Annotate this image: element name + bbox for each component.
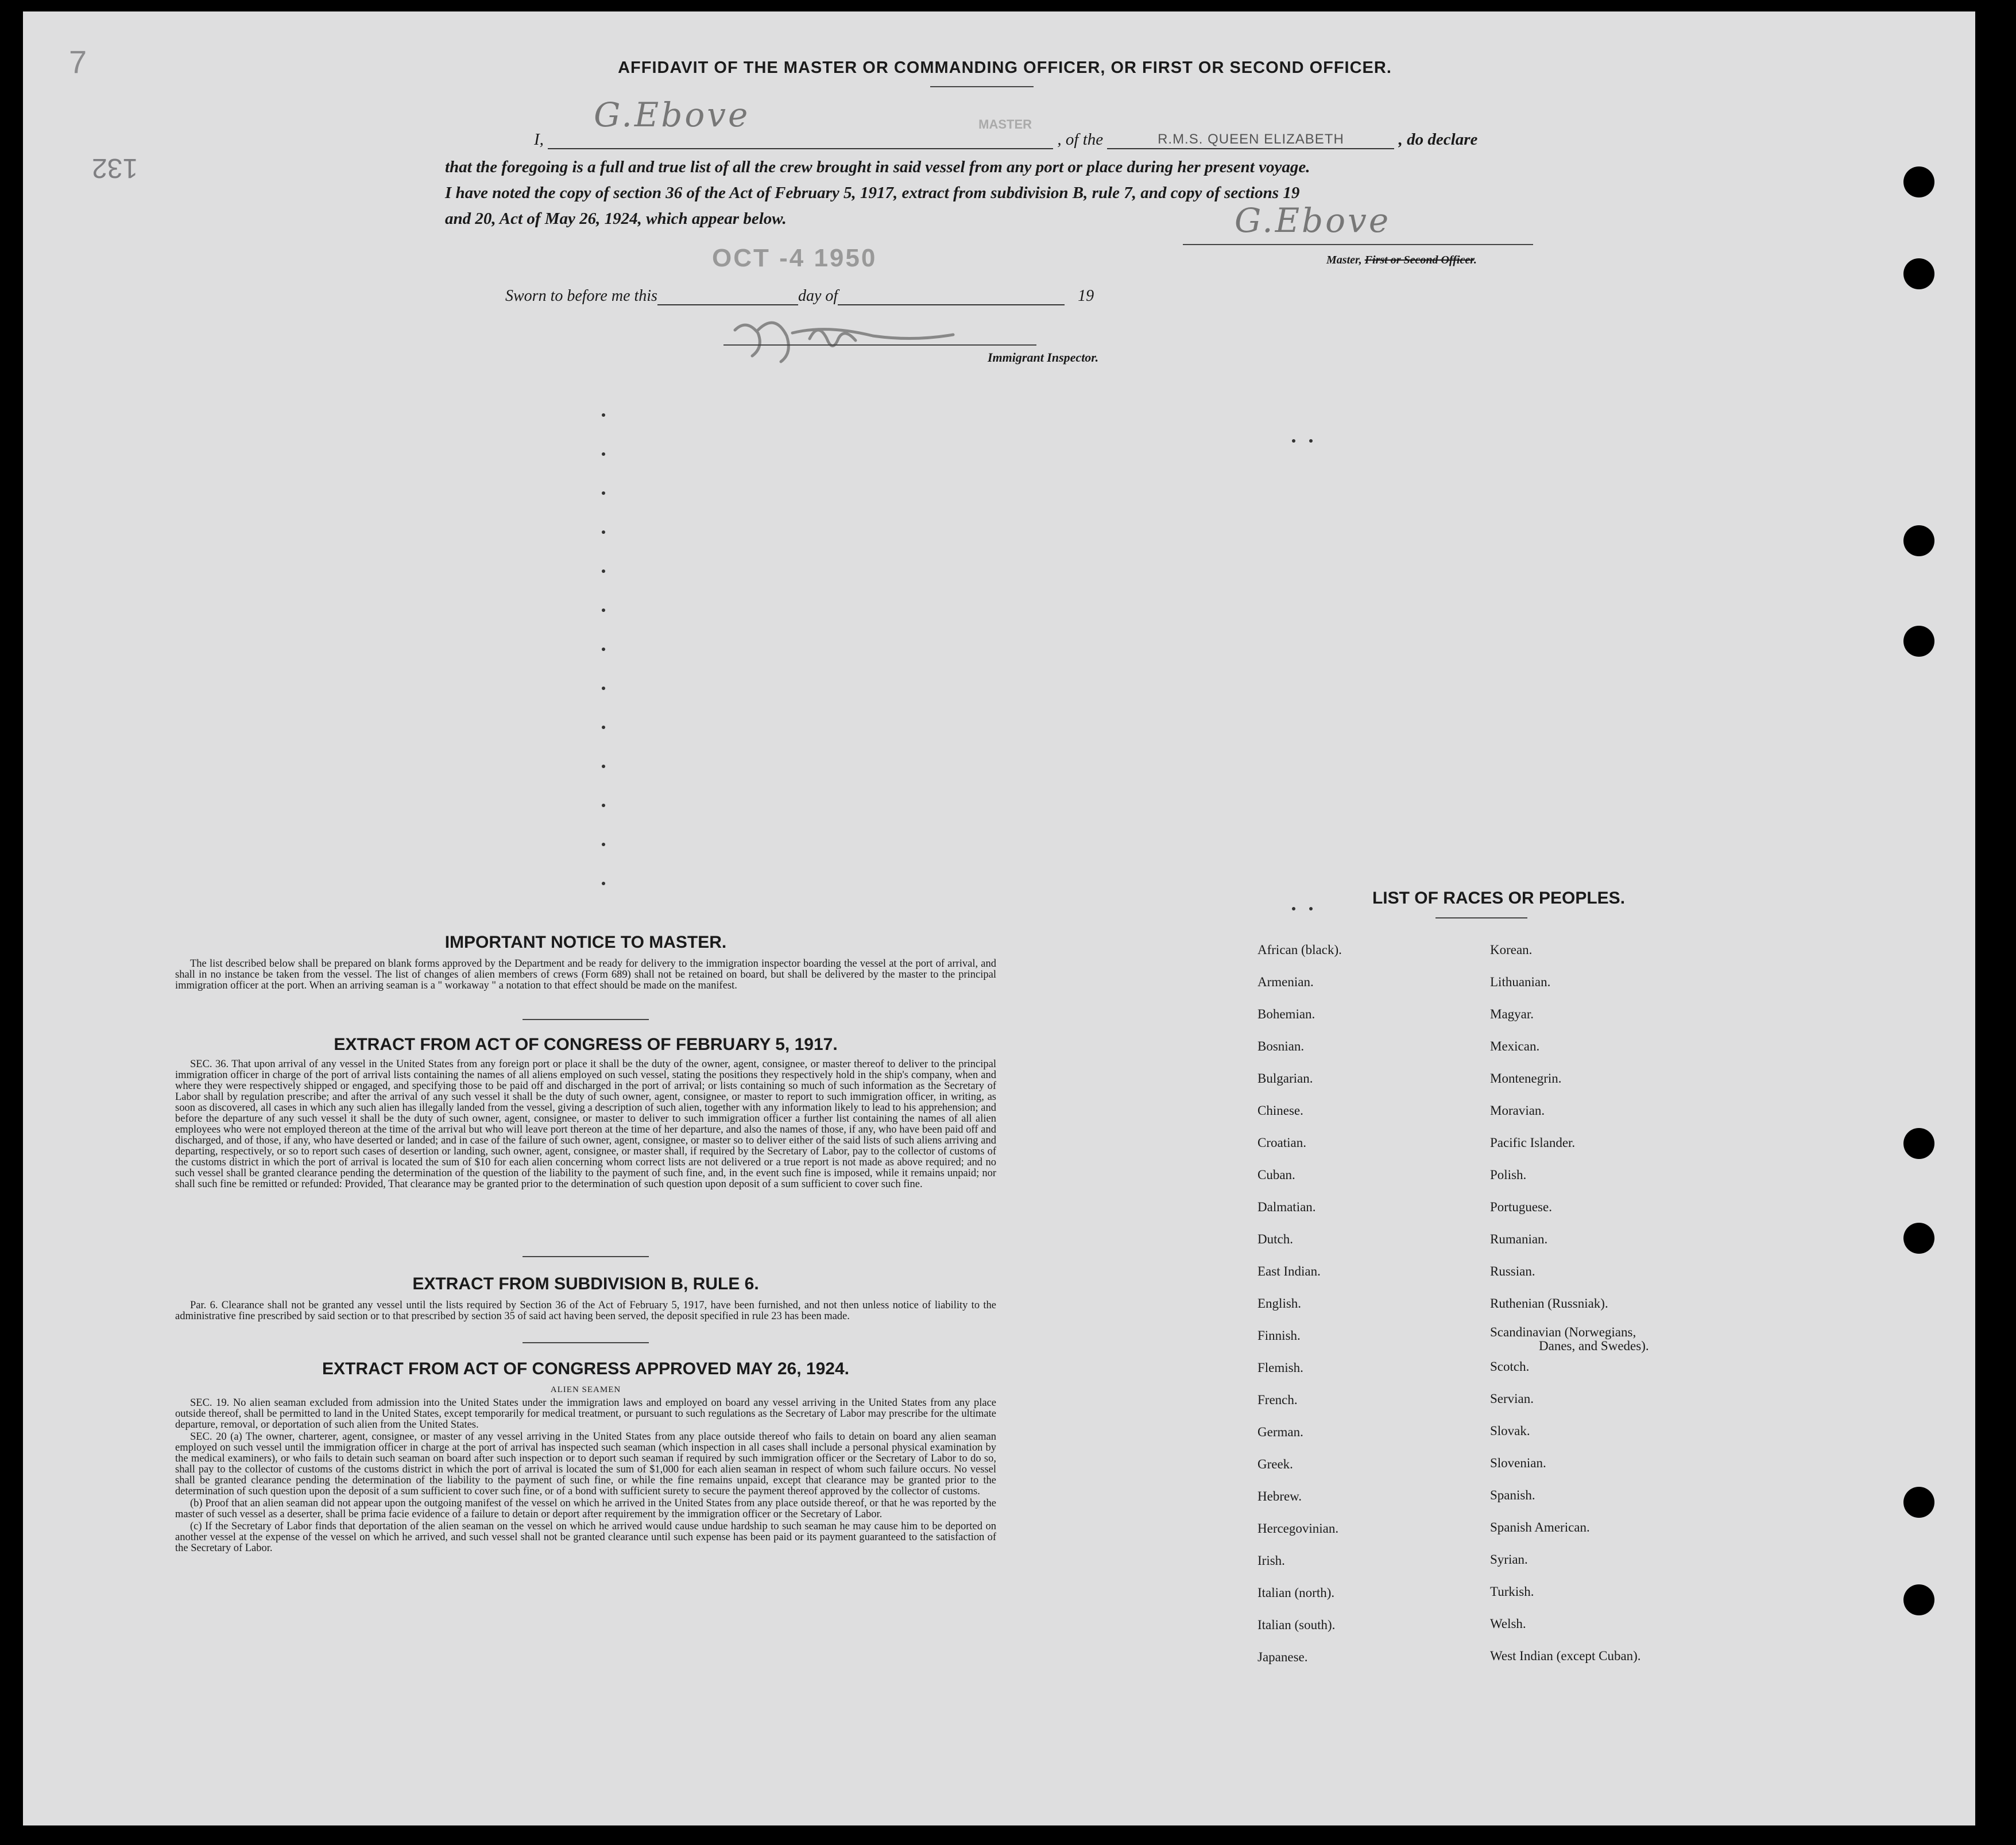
race-item: Slovenian. (1490, 1456, 1546, 1470)
master-name-handwriting: G.Ebove (594, 95, 750, 134)
vessel-name-field (1107, 129, 1394, 149)
sec-20b-paragraph: (b) Proof that an alien seaman did not appear upon the outgoing manifest of the vessel on which he arrived in the United States from any place outside thereof, or that he was reported by the master of such vessel as a deserter, shall be prima facie evidence of a failure to detain or deport after requirement by the immigration officer or the Secretary of Labor. (175, 1498, 996, 1520)
alien-seamen-subheading: ALIEN SEAMEN (550, 1385, 621, 1394)
punch-hole (1903, 626, 1934, 657)
punch-hole (1903, 166, 1934, 197)
heading-rule (930, 86, 1034, 87)
extract-1924-body (175, 1398, 996, 1555)
race-item: Montenegrin. (1490, 1071, 1562, 1086)
affidavit-line-2: that the foregoing is a full and true list of all the crew brought in said vessel from any port or place during her present voyage. (445, 158, 1310, 176)
race-item: East Indian. (1257, 1264, 1321, 1278)
punch-hole (1903, 1584, 1934, 1615)
master-signature: G.Ebove (1235, 201, 1391, 240)
sworn-label: Sworn to before me this (505, 287, 657, 305)
race-item: German. (1257, 1425, 1303, 1439)
race-item: Portuguese. (1490, 1200, 1552, 1214)
notice-paragraph: The list described below shall be prepared on blank forms approved by the Department and be ready for delivery to the immigration inspector boarding the vessel at the port of arrival, and shall in no instance be taken from the vessel. The list of changes of alien members of crews (Form 689) shall not be retained on board, but shall be delivered by the master to the principal immigration officer at the port. When an arriving seaman is a " workaway " a notation to that effect should be made on the manifest. (175, 958, 996, 991)
vessel-name: R.M.S. QUEEN ELIZABETH (1158, 131, 1344, 147)
rule-6-heading: EXTRACT FROM SUBDIVISION B, RULE 6. (412, 1274, 759, 1293)
caption-master: Master, (1326, 254, 1365, 266)
race-item: Armenian. (1257, 975, 1314, 989)
race-item: Greek. (1257, 1457, 1293, 1471)
race-item: Polish. (1490, 1168, 1527, 1182)
punch-hole (1903, 525, 1934, 556)
affidavit-line-1 (534, 95, 1478, 149)
race-item-continuation: Danes, and Swedes). (1539, 1339, 1649, 1353)
race-item: Japanese. (1257, 1650, 1308, 1664)
races-heading: LIST OF RACES OR PEOPLES. (1372, 889, 1626, 908)
notice-body (175, 959, 996, 993)
margin-mark: 7 (69, 44, 87, 80)
race-item: Dutch. (1257, 1232, 1293, 1246)
race-item: French. (1257, 1393, 1298, 1407)
affidavit-heading: AFFIDAVIT OF THE MASTER OR COMMANDING OFFICER, OR FIRST OR SECOND OFFICER. (618, 59, 1392, 77)
race-item: Pacific Islander. (1490, 1135, 1576, 1150)
race-item: Croatian. (1257, 1135, 1306, 1150)
extract-1924-heading: EXTRACT FROM ACT OF CONGRESS APPROVED MAY 26, 1924. (322, 1359, 849, 1378)
race-item: Welsh. (1490, 1617, 1526, 1631)
signature-rule (1183, 244, 1533, 245)
race-item: English. (1257, 1296, 1302, 1311)
race-item: Chinese. (1257, 1103, 1303, 1118)
section-rule (523, 1019, 649, 1020)
section-rule (523, 1342, 649, 1343)
sec-19-paragraph: SEC. 19. No alien seaman excluded from admission into the United States under the immigration laws and employed on board any vessel arriving in the United States from any place outside thereof, shall be permitted to land in the United States, except temporarily for medical treatment, or pursuant to such regulations as the Secretary of Labor may prescribe for the ultimate departure, removal, or deportation of such alien from the United States. (175, 1397, 996, 1431)
notice-heading: IMPORTANT NOTICE TO MASTER. (444, 933, 727, 952)
master-title-stamp: MASTER (978, 117, 1032, 131)
document-page (23, 11, 1975, 1825)
month-field (838, 304, 1065, 305)
section-rule (523, 1256, 649, 1257)
race-item: Hebrew. (1257, 1489, 1302, 1503)
race-item: Servian. (1490, 1391, 1534, 1406)
master-name-field (548, 95, 1053, 149)
race-item: Mexican. (1490, 1039, 1540, 1053)
race-item: Italian (north). (1257, 1586, 1335, 1600)
race-item: Rumanian. (1490, 1232, 1548, 1246)
race-item: Lithuanian. (1490, 975, 1551, 989)
race-item: Syrian. (1490, 1552, 1528, 1567)
race-item: West Indian (except Cuban). (1490, 1649, 1641, 1663)
of-the-label: , of the (1057, 130, 1104, 149)
extract-1917-body (175, 1059, 996, 1191)
race-item: Irish. (1257, 1553, 1285, 1568)
race-item: Slovak. (1490, 1424, 1530, 1438)
punch-hole (1903, 258, 1934, 289)
caption-end: . (1473, 254, 1477, 266)
race-item: Korean. (1490, 943, 1533, 957)
race-item: African (black). (1257, 943, 1342, 957)
race-item: Russian. (1490, 1264, 1535, 1278)
punch-hole (1903, 1128, 1934, 1159)
race-item: Spanish American. (1490, 1520, 1590, 1534)
race-item: Dalmatian. (1257, 1200, 1316, 1214)
race-item: Spanish. (1490, 1488, 1535, 1502)
affidavit-line-4: and 20, Act of May 26, 1924, which appear below. (445, 210, 787, 228)
sec-36-paragraph: SEC. 36. That upon arrival of any vessel in the United States from any foreign port or place it shall be the duty of the owner, agent, consignee, or master thereof to deliver to the principal immigration officer in charge of the port of arrival lists containing the names of all aliens employed on such vessel, stating the positions they respectively hold in the ship's company, when and where they were respectively shipped or engaged, and specifying those to be paid off and discharged in the port of arrival; or lists containing so much of such information as the Secretary of Labor shall by regulation prescribe; and after the arrival of any such vessel it shall be the duty of such owner, agent, consignee, or master to report to such immigration officer, in writing, as soon as discovered, all cases in which any such alien has illegally landed from the vessel, giving a description of such alien, together with any information likely to lead to his apprehension; and before the departure of any such vessel it shall be the duty of such owner, agent, consignee, or master to deliver to such immigration officer a further list containing the names of all alien employees who were not employed thereon at the time of the arrival but who will leave port thereon at the time of her departure, and also the names of those, if any, who have been paid off and discharged, and of those, if any, who have deserted or landed; and in case of the failure of such owner, agent, consignee, or master so to deliver either of the said lists of such aliens arriving and departing, respectively, or so to report such cases of desertion or landing, such owner, agent, consignee, or master shall, if required by the Secretary of Labor, pay to the collector of customs of the customs district in which the port of arrival is located the sum of $10 for each alien concerning whom correct lists are not delivered or a true report is not made as above required; and no such vessel shall be granted clearance pending the determination of the question of the liability to the payment of such fine, and, in the event such fine is imposed, while it remains unpaid; nor shall such fine be remitted or refunded: Provided, That clearance may be granted prior to the determination of such question upon deposit of a sum sufficient to cover such fine. (175, 1059, 996, 1190)
race-item: Turkish. (1490, 1584, 1534, 1599)
inspector-rule (723, 344, 1036, 346)
year-prefix: 19 (1078, 287, 1094, 305)
race-item: Magyar. (1490, 1007, 1534, 1021)
do-declare-label: , do declare (1398, 130, 1478, 149)
sec-20a-paragraph: SEC. 20 (a) The owner, charterer, agent, consignee, or master of any vessel arriving in the United States from any place outside thereof who fails to detain on board any alien seaman employed on such vessel until the immigration officer in charge at the port of arrival has inspected such seaman (which inspection in all cases shall include a personal physical examination by the medical examiners), or who fails to detain such seaman on board after such inspection or to deport such seaman if required by such immigration officer or the Secretary of Labor to do so, shall pay to the collector of customs of the customs district in which the port of arrival is located the sum of $1,000 for each alien seaman in respect of whom such failure occurs. No vessel shall be granted clearance pending the determination of the liability to the payment of such fine, or while the fine remains unpaid, except that clearance may be granted prior to the determination of such question upon the deposit of a sum sufficient to cover such fine, or of a bond with sufficient surety to secure the payment thereof approved by the collector of customs. (175, 1431, 996, 1497)
races-heading-rule (1435, 917, 1527, 918)
margin-number: 132 (92, 153, 138, 183)
caption-struck: First or Second Officer (1364, 254, 1474, 266)
date-stamp: OCT -4 1950 (712, 244, 877, 272)
day-of-label: day of (798, 287, 838, 305)
race-item: Italian (south). (1257, 1618, 1336, 1632)
par-6-paragraph: Par. 6. Clearance shall not be granted any vessel until the lists required by Section 36 of the Act of February 5, 1917, have been furnished, and not then unless notice of liability to the administrative fine prescribed by said section or to that prescribed by section 35 of said act having been served, the deposit specified in rule 23 has been made. (175, 1300, 996, 1322)
race-item: Ruthenian (Russniak). (1490, 1296, 1608, 1311)
punch-hole (1903, 1487, 1934, 1518)
race-item: Cuban. (1257, 1168, 1295, 1182)
race-item: Hercegovinian. (1257, 1521, 1339, 1536)
race-item: Bulgarian. (1257, 1071, 1313, 1086)
i-label: I, (534, 130, 544, 149)
race-item: Scandinavian (Norwegians, (1490, 1325, 1636, 1339)
day-field (657, 304, 798, 305)
extract-1917-heading: EXTRACT FROM ACT OF CONGRESS OF FEBRUARY 5, 1917. (334, 1035, 838, 1054)
race-item: Bohemian. (1257, 1007, 1315, 1021)
affidavit-line-3: I have noted the copy of section 36 of the Act of February 5, 1917, extract from subdivision B, rule 7, and copy of sections 19 (445, 184, 1300, 202)
race-item: Bosnian. (1257, 1039, 1305, 1053)
rule-6-body (175, 1300, 996, 1323)
signature-caption (1326, 254, 1477, 267)
inspector-caption: Immigrant Inspector. (988, 350, 1099, 365)
sworn-line (505, 287, 1094, 305)
punch-hole (1903, 1223, 1934, 1254)
race-item: Flemish. (1257, 1361, 1303, 1375)
race-item: Moravian. (1490, 1103, 1545, 1118)
inspector-signature (723, 307, 965, 370)
sec-20c-paragraph: (c) If the Secretary of Labor finds that deportation of the alien seaman on the vessel on which he arrived would cause undue hardship to such seaman he may cause him to be deported on another vessel at the expense of the vessel on which he arrived, and such vessel shall not be granted clearance until such expense has been paid or its payment guaranteed to the satisfaction of the Secretary of Labor. (175, 1521, 996, 1554)
race-item: Scotch. (1490, 1359, 1530, 1374)
race-item: Finnish. (1257, 1328, 1301, 1343)
